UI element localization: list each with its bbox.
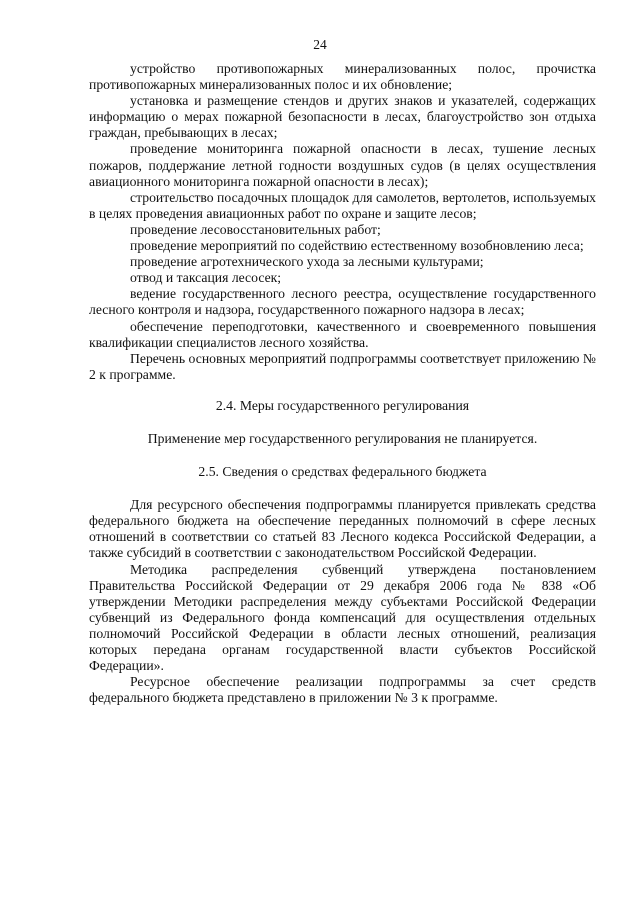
paragraph: Перечень основных мероприятий подпрограммы соответствует приложению № 2 к программе. — [89, 350, 596, 382]
paragraph: устройство противопожарных минерализованных полос, прочистка противопожарных минерализованных полос и их обновление; — [89, 61, 596, 93]
paragraph: установка и размещение стендов и других знаков и указателей, содержащих информацию о мерах пожарной безопасности в лесах, благоустройство зон отдыха граждан, пребывающих в лесах; — [89, 93, 596, 141]
paragraph: обеспечение переподготовки, качественного и своевременного повышения квалификации специалистов лесного хозяйства. — [89, 318, 596, 350]
paragraph: проведение мониторинга пожарной опасности в лесах, тушение лесных пожаров, поддержание летной годности воздушных судов (в целях осуществления авиационного мониторинга пожарной опасности в лесах); — [89, 141, 596, 189]
paragraph: Методика распределения субвенций утверждена постановлением Правительства Российской Федерации от 29 декабря 2006 года № 838 «Об утверждении Методики распределения между субъектами Российской Федерации субвенций из Федерального фонда компенсаций для осуществления отдельных полномочий Российской Федерации в области лесных отношений, реализация которых передана органам государственной власти субъектов Российской Федерации». — [89, 561, 596, 674]
paragraph: проведение агротехнического ухода за лесными культурами; — [130, 254, 484, 270]
paragraph: Для ресурсного обеспечения подпрограммы планируется привлекать средства федерального бюджета на обеспечение переданных полномочий в сфере лесных отношений в соответствии со статьей 83 Лесного кодекса Российской Федерации, а также субсидий в соответствии с законодательством Российской Федерации. — [89, 497, 596, 561]
paragraph: ведение государственного лесного реестра, осуществление государственного лесного контроля и надзора, государственного пожарного надзора в лесах; — [89, 286, 596, 318]
paragraph: отвод и таксация лесосек; — [130, 270, 282, 286]
paragraph: проведение лесовосстановительных работ; — [130, 221, 381, 237]
section-heading-2-5: 2.5. Сведения о средствах федерального бюджета — [198, 464, 487, 480]
paragraph: проведение мероприятий по содействию естественному возобновлению леса; — [130, 238, 584, 254]
section-2-4-text: Применение мер государственного регулирования не планируется. — [147, 430, 538, 446]
paragraph: Ресурсное обеспечение реализации подпрограммы за счет средств федерального бюджета представлено в приложении № 3 к программе. — [89, 674, 596, 706]
document-body — [89, 61, 596, 706]
page-number: 24 — [313, 37, 327, 52]
paragraph: строительство посадочных площадок для самолетов, вертолетов, используемых в целях проведения авиационных работ по охране и защите лесов; — [89, 189, 596, 221]
section-heading-2-4: 2.4. Меры государственного регулирования — [215, 397, 470, 413]
